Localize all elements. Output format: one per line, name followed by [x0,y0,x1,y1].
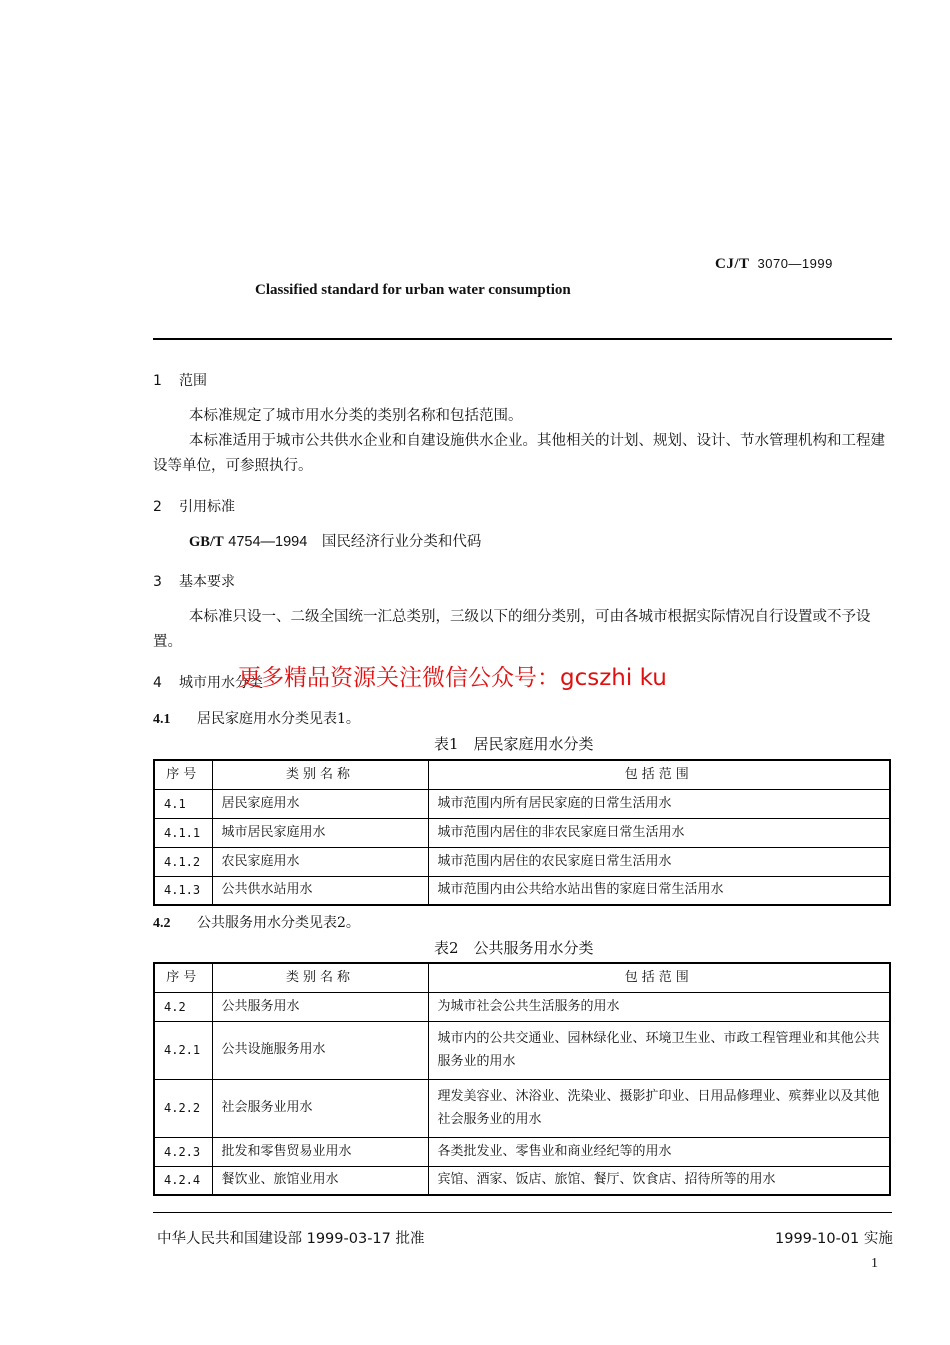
table-cell-code: 4.2.2 [154,1079,212,1137]
table-row [154,1021,890,1079]
table-row [154,992,890,1021]
section-3-paragraph: 本标准只设一、二级全国统一汇总类别，三级以下的细分类别，可由各城市根据实际情况自行设置或不予设置。 [153,609,871,650]
table-cell-code: 4.2.4 [154,1166,212,1195]
table-cell-code: 4.1 [154,789,212,818]
table-1 [153,759,891,906]
table-header-cell: 序号 [154,760,212,789]
table-cell-name: 居民家庭用水 [212,789,428,818]
section-4-title: 城市用水分类 [179,675,263,691]
table-cell-code: 4.1.2 [154,847,212,876]
subsection-4-1-number: 4.1 [153,712,171,727]
section-3-number: 3 [153,574,162,590]
table-header-cell: 包括范围 [428,760,890,789]
reference-standard [189,530,481,555]
approval-text: 中华人民共和国建设部 1999-03-17 批准 [157,1231,425,1247]
table-cell-scope: 城市范围内由公共给水站出售的家庭日常生活用水 [428,876,890,905]
table-cell-scope: 各类批发业、零售业和商业经纪等的用水 [428,1137,890,1166]
table-cell-name: 公共服务用水 [212,992,428,1021]
table-cell-scope: 宾馆、酒家、饭店、旅馆、餐厅、饮食店、招待所等的用水 [428,1166,890,1195]
table-cell-code: 4.1.3 [154,876,212,905]
section-4-number: 4 [153,675,162,691]
section-1-paragraph-1: 本标准规定了城市用水分类的类别名称和包括范围。 [189,408,523,424]
watermark-text: 更多精品资源关注微信公众号：gcszhi ku [238,665,667,691]
reference-number: 4754—1994 [228,534,308,550]
footer-divider [153,1212,892,1213]
subsection-4-2-text: 公共服务用水分类见表2。 [197,915,360,931]
table-row [154,847,890,876]
section-1-heading [153,370,207,390]
table-2-caption: 表2 公共服务用水分类 [434,939,594,957]
table-header-cell: 类别名称 [212,963,428,992]
table-cell-scope: 城市范围内居住的非农民家庭日常生活用水 [428,818,890,847]
table-cell-scope: 理发美容业、沐浴业、洗染业、摄影扩印业、日用品修理业、殡葬业以及其他社会服务业的用水 [428,1079,890,1137]
subsection-4-2-number: 4.2 [153,916,171,931]
effective-date-text: 1999-10-01 实施 [775,1231,893,1247]
table-cell-code: 4.2 [154,992,212,1021]
reference-code: GB/T [189,534,224,550]
table-header-cell: 序号 [154,963,212,992]
english-title: Classified standard for urban water consumption [255,282,571,298]
table-cell-code: 4.2.3 [154,1137,212,1166]
section-1-paragraph-2: 本标准适用于城市公共供水企业和自建设施供水企业。其他相关的计划、规划、设计、节水管理机构和工程建设等单位，可参照执行。 [153,433,885,474]
table-row [154,789,890,818]
table-cell-name: 城市居民家庭用水 [212,818,428,847]
section-2-title: 引用标准 [179,499,235,515]
page-number: 1 [871,1256,878,1271]
subsection-4-1 [153,708,360,728]
standard-code-number: 3070—1999 [757,256,833,271]
section-2-heading [153,496,235,516]
subsection-4-1-text: 居民家庭用水分类见表1。 [197,711,360,727]
table-2-header-row [154,963,890,992]
table-cell-name: 公共设施服务用水 [212,1021,428,1079]
table-row [154,1166,890,1195]
table-cell-name: 批发和零售贸易业用水 [212,1137,428,1166]
table-1-caption: 表1 居民家庭用水分类 [434,735,594,753]
table-cell-code: 4.1.1 [154,818,212,847]
section-2-number: 2 [153,499,162,515]
section-1-number: 1 [153,373,162,389]
table-cell-name: 农民家庭用水 [212,847,428,876]
table-header-cell: 包括范围 [428,963,890,992]
table-row [154,818,890,847]
table-cell-scope: 为城市社会公共生活服务的用水 [428,992,890,1021]
standard-code-prefix: CJ/T [715,256,750,272]
table-cell-scope: 城市范围内居住的农民家庭日常生活用水 [428,847,890,876]
table-header-cell: 类别名称 [212,760,428,789]
section-3-heading [153,571,235,591]
table-1-header-row [154,760,890,789]
table-cell-name: 公共供水站用水 [212,876,428,905]
table-row [154,1137,890,1166]
table-cell-name: 餐饮业、旅馆业用水 [212,1166,428,1195]
section-1-title: 范围 [179,373,207,389]
table-2 [153,962,891,1196]
header-divider [153,338,892,340]
standard-code [715,256,833,273]
table-cell-name: 社会服务业用水 [212,1079,428,1137]
table-row [154,1079,890,1137]
table-cell-scope: 城市内的公共交通业、园林绿化业、环境卫生业、市政工程管理业和其他公共服务业的用水 [428,1021,890,1079]
table-cell-scope: 城市范围内所有居民家庭的日常生活用水 [428,789,890,818]
table-row [154,876,890,905]
table-cell-code: 4.2.1 [154,1021,212,1079]
subsection-4-2 [153,912,360,932]
reference-title: 国民经济行业分类和代码 [321,534,482,550]
section-3-title: 基本要求 [179,574,235,590]
